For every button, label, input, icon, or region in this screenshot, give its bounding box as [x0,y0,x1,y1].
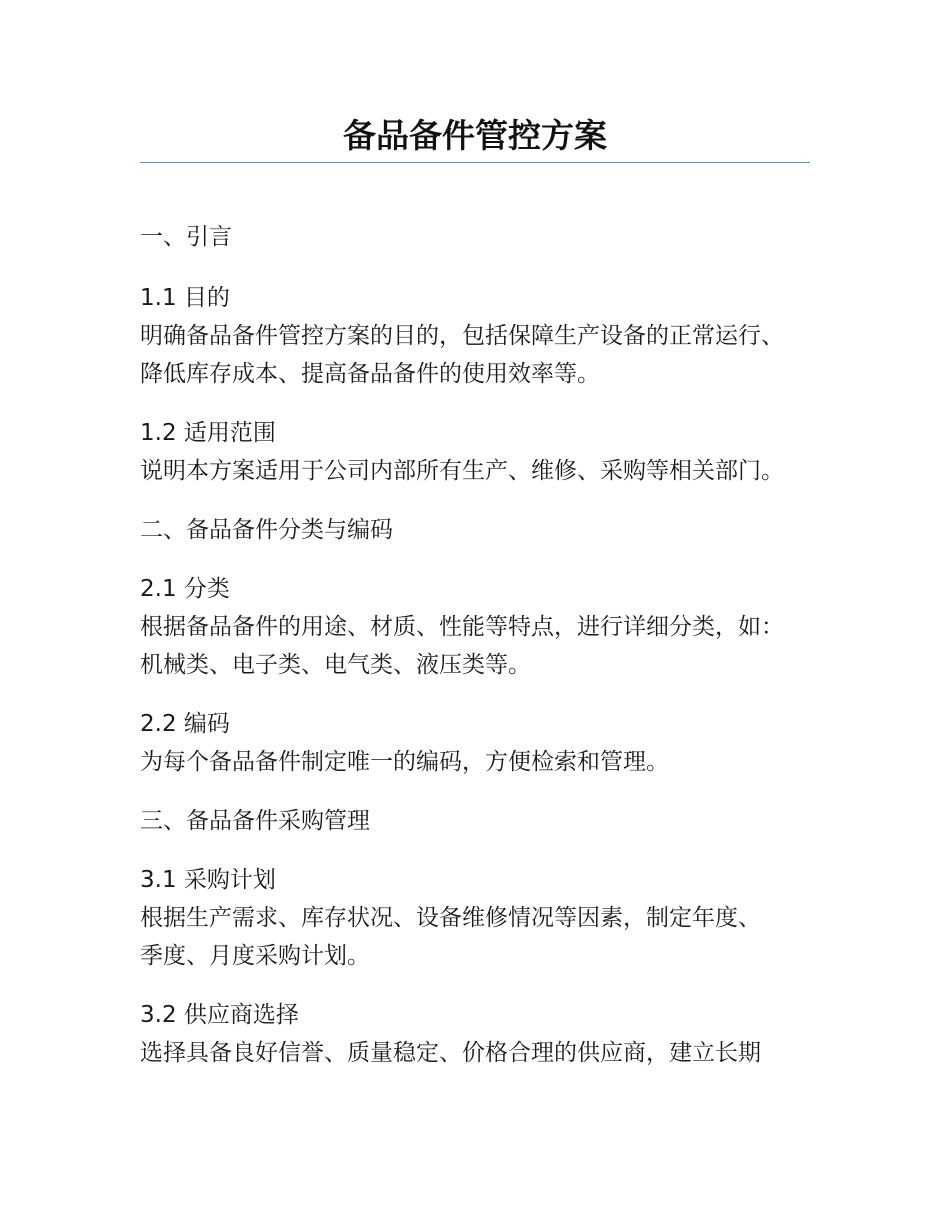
title-divider [140,162,810,163]
section-2-2 [140,705,830,781]
paragraph-line: 降低库存成本、提高备品备件的使用效率等。 [140,361,600,387]
subsection-heading: 3.2 供应商选择 [140,1002,299,1028]
section-2-1 [140,570,830,684]
section-heading: 二、备品备件分类与编码 [140,517,393,543]
section-2 [140,511,830,549]
section-1-1 [140,279,830,393]
paragraph-line: 说明本方案适用于公司内部所有生产、维修、采购等相关部门。 [140,458,784,484]
document-body [140,218,830,1072]
paragraph-line: 根据生产需求、库存状况、设备维修情况等因素，制定年度、 [140,905,761,931]
subsection-heading: 1.1 目的 [140,285,230,311]
subsection-heading: 2.1 分类 [140,576,230,602]
paragraph-line: 根据备品备件的用途、材质、性能等特点，进行详细分类，如： [140,614,784,640]
paragraph-line: 机械类、电子类、电气类、液压类等。 [140,652,531,678]
paragraph-line: 选择具备良好信誉、质量稳定、价格合理的供应商，建立长期 [140,1040,761,1066]
section-heading: 三、备品备件采购管理 [140,808,370,834]
paragraph-line: 明确备品备件管控方案的目的，包括保障生产设备的正常运行、 [140,323,784,349]
section-1 [140,218,830,256]
section-3 [140,802,830,840]
paragraph-line: 为每个备品备件制定唯一的编码，方便检索和管理。 [140,749,669,775]
section-1-2 [140,414,830,490]
document-title: 备品备件管控方案 [343,116,607,155]
subsection-heading: 2.2 编码 [140,711,230,737]
subsection-heading: 3.1 采购计划 [140,867,276,893]
section-3-2 [140,996,830,1072]
section-heading: 一、引言 [140,224,232,250]
paragraph-line: 季度、月度采购计划。 [140,943,370,969]
subsection-heading: 1.2 适用范围 [140,420,276,446]
section-3-1 [140,861,830,975]
